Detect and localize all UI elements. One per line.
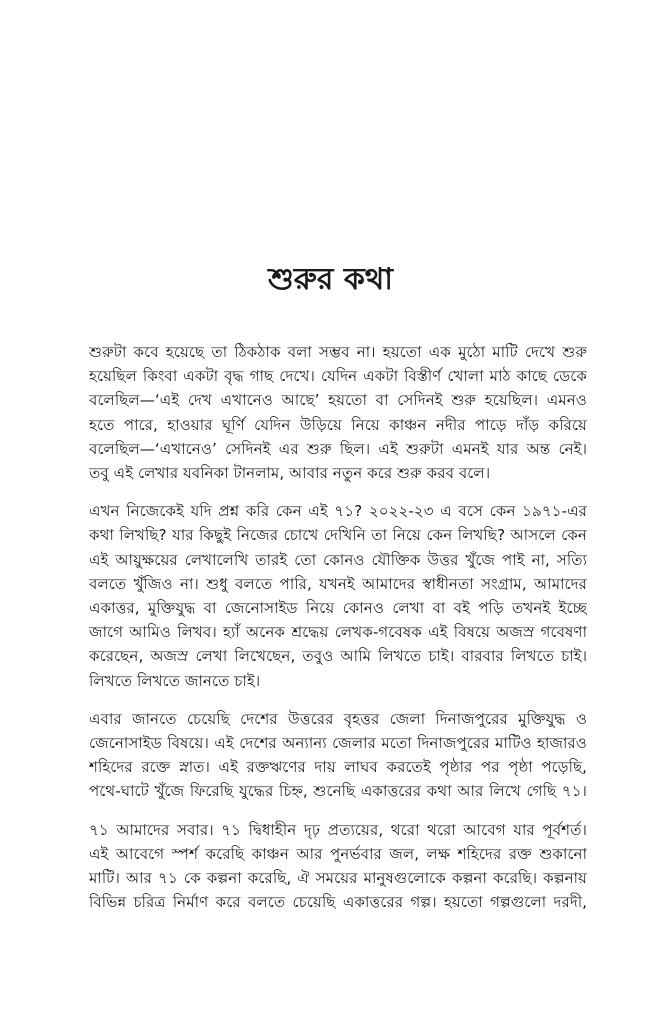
body-text <box>89 340 587 928</box>
text-line: এখন নিজেকেই যদি প্রশ্ন করি কেন এই ৭১? ২০২২-২৩ এ বসে কেন ১৯৭১-এর <box>89 502 587 521</box>
text-line: শহিদের রক্তে স্নাত। এই রক্তঋণের দায় লাঘব করতেই পৃষ্ঠার পর পৃষ্ঠা পড়েছি, <box>89 758 587 777</box>
text-line: এই আয়ুক্ষয়ের লেখালেখি তারই তো কোনও যৌক্তিক উত্তর খুঁজে পাই না, সত্যি <box>89 550 587 569</box>
text-line: বলেছিল—‘এই দেখ এখানেও আছে’ হয়তো বা সেদিনই শুরু হয়েছিল। এমনও <box>89 391 587 410</box>
text-line: শুরুটা কবে হয়েছে তা ঠিকঠাক বলা সম্ভব না। হয়তো এক মুঠো মাটি দেখে শুরু <box>89 343 587 361</box>
text-line: হতে পারে, হাওয়ার ঘূর্ণি যেদিন উড়িয়ে নিয়ে কাঞ্চন নদীর পাড়ে দাঁড় করিয়ে <box>89 415 587 434</box>
text-line: জাগে আমিও লিখব। হ্যাঁ অনেক শ্রদ্ধেয় লেখক-গবেষক এই বিষয়ে অজস্র গবেষণা <box>89 623 587 642</box>
paragraph <box>89 340 587 485</box>
text-line: এবার জানতে চেয়েছি দেশের উত্তরের বৃহত্তর জেলা দিনাজপুরের মুক্তিযুদ্ধ ও <box>89 709 587 728</box>
text-line: পথে-ঘাটে খুঁজে ফিরেছি যুদ্ধের চিহ্ন, শুনেছি একাত্তরের কথা আর লিখে গেছি ৭১। <box>89 782 587 801</box>
paragraph <box>89 707 587 804</box>
text-line: জেনোসাইড বিষয়ে। এই দেশের অন্যান্য জেলার মতো দিনাজপুরের মাটিও হাজারও <box>89 734 587 753</box>
paragraph <box>89 818 587 915</box>
text-line: করেছেন, অজস্র লেখা লিখেছেন, তবুও আমি লিখতে চাই। বারবার লিখতে চাই। <box>89 647 587 666</box>
text-line: একাত্তর, মুক্তিযুদ্ধ বা জেনোসাইড নিয়ে কোনও লেখা বা বই পড়ি তখনই ইচ্ছে <box>89 599 587 618</box>
paragraph <box>89 499 587 693</box>
text-line: হয়েছিল কিংবা একটা বৃদ্ধ গাছ দেখে। যেদিন একটা বিস্তীর্ণ খোলা মাঠ কাছে ডেকে <box>89 367 587 386</box>
text-line: ৭১ আমাদের সবার। ৭১ দ্বিধাহীন দৃঢ় প্রত্যয়ের, থরো থরো আবেগ যার পূর্বশর্ত। <box>89 820 587 839</box>
text-line: বলেছিল—‘এখানেও’ সেদিনই এর শুরু ছিল। এই শুরুটা এমনই যার অন্ত নেই। <box>89 439 587 458</box>
text-line: বলতে খুঁজিও না। শুধু বলতে পারি, যখনই আমাদের স্বাধীনতা সংগ্রাম, আমাদের <box>89 574 587 593</box>
text-line: লিখতে লিখতে জানতে চাই। <box>89 671 261 690</box>
chapter-title: শুরুর কথা <box>268 262 393 297</box>
text-line: এই আবেগে স্পর্শ করেছি কাঞ্চন আর পুনর্ভবার জল, লক্ষ শহিদের রক্ত শুকানো <box>89 844 587 863</box>
text-line: তবু এই লেখার যবনিকা টানলাম, আবার নতুন করে শুরু করব বলে। <box>89 464 491 483</box>
text-line: বিভিন্ন চরিত্র নির্মাণ করে বলতে চেয়েছি একাত্তরের গল্প। হয়তো গল্পগুলো দরদী, <box>89 893 587 912</box>
text-line: কথা লিখছি? যার কিছুই নিজের চোখে দেখিনি তা নিয়ে কেন লিখছি? আসলে কেন <box>89 526 587 545</box>
text-line: মাটি। আর ৭১ কে কল্পনা করেছি, ঐ সময়ের মানুষগুলোকে কল্পনা করেছি। কল্পনায় <box>89 869 587 888</box>
